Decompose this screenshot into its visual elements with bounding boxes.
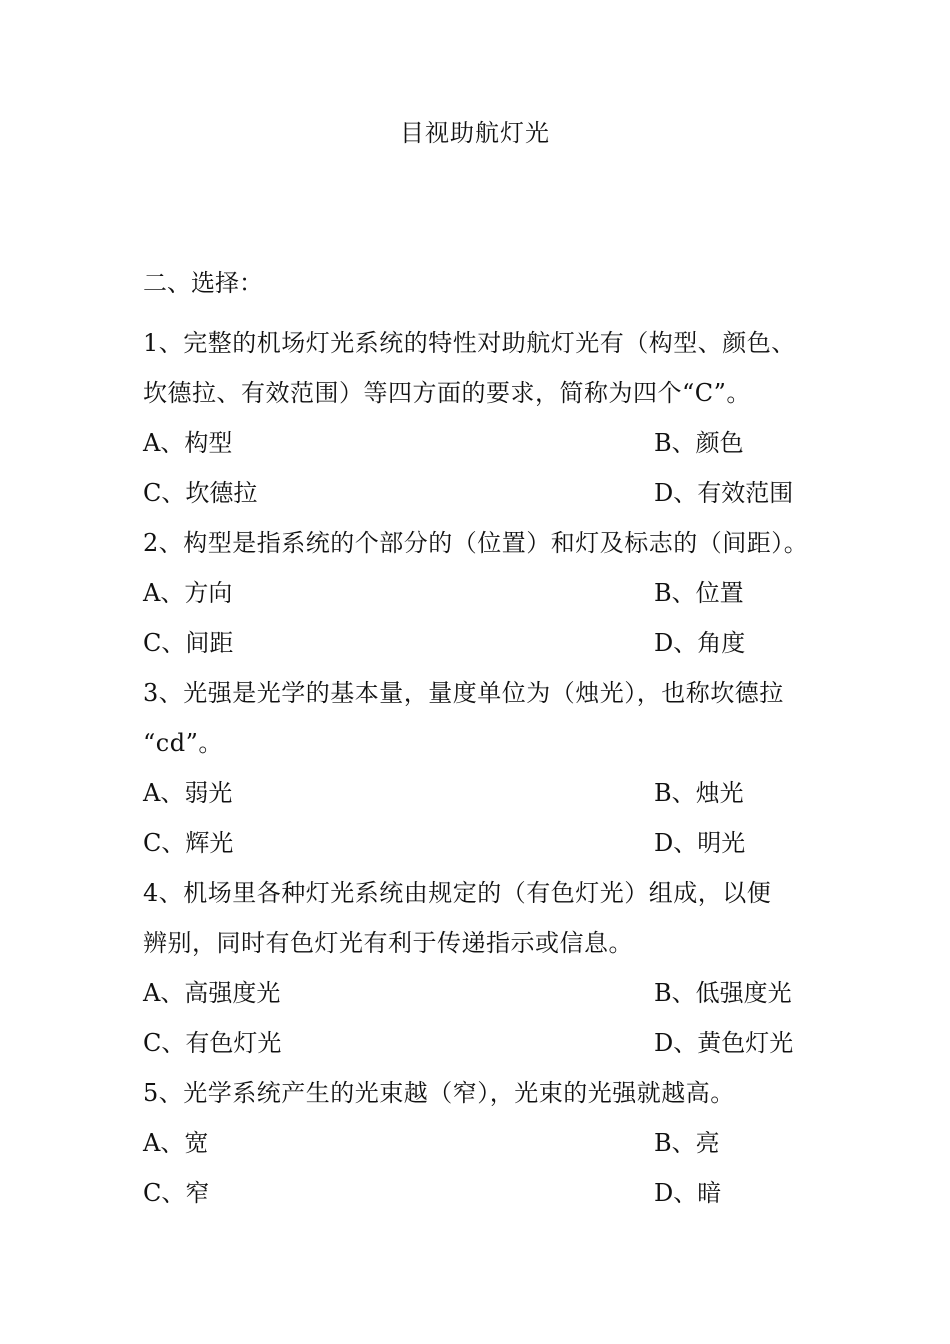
option-d: D、有效范围: [654, 479, 794, 507]
option-row: [143, 468, 823, 518]
option-a: A、宽: [143, 1129, 209, 1157]
question-text: 辨别，同时有色灯光有利于传递指示或信息。: [143, 929, 633, 957]
document-title: 目视助航灯光: [400, 119, 550, 147]
option-row: [143, 1018, 823, 1068]
question-text: 3、光强是光学的基本量，量度单位为（烛光），也称坎德拉: [143, 679, 784, 707]
option-c: C、窄: [143, 1179, 210, 1207]
option-d: D、明光: [654, 829, 746, 857]
option-row: [143, 618, 823, 668]
question-block: [143, 518, 823, 668]
option-b: B、低强度光: [654, 979, 792, 1007]
question-text: 4、机场里各种灯光系统由规定的（有色灯光）组成，以便: [143, 879, 772, 907]
option-b: B、颜色: [654, 429, 744, 457]
option-b: B、位置: [654, 579, 744, 607]
question-block: [143, 868, 823, 1068]
option-d: D、暗: [654, 1179, 722, 1207]
question-list: [143, 318, 823, 1218]
question-block: [143, 318, 823, 518]
option-row: [143, 568, 823, 618]
option-a: A、方向: [143, 579, 233, 607]
option-a: A、高强度光: [143, 979, 281, 1007]
option-c: C、间距: [143, 629, 234, 657]
option-row: [143, 768, 823, 818]
question-text: 1、完整的机场灯光系统的特性对助航灯光有（构型、颜色、: [143, 329, 796, 357]
option-row: [143, 1118, 823, 1168]
option-c: C、辉光: [143, 829, 234, 857]
option-b: B、亮: [654, 1129, 720, 1157]
option-d: D、角度: [654, 629, 746, 657]
option-c: C、有色灯光: [143, 1029, 282, 1057]
option-a: A、构型: [143, 429, 233, 457]
option-row: [143, 968, 823, 1018]
option-d: D、黄色灯光: [654, 1029, 794, 1057]
option-row: [143, 818, 823, 868]
option-row: [143, 1168, 823, 1218]
question-block: [143, 1068, 823, 1218]
question-text: 5、光学系统产生的光束越（窄），光束的光强就越高。: [143, 1079, 735, 1107]
question-text: 2、构型是指系统的个部分的（位置）和灯及标志的（间距）。: [143, 529, 809, 557]
option-a: A、弱光: [143, 779, 233, 807]
section-heading: 二、选择：: [143, 269, 263, 297]
option-c: C、坎德拉: [143, 479, 258, 507]
question-text: 坎德拉、有效范围）等四方面的要求，简称为四个“C”。: [143, 379, 751, 407]
question-text: “cd”。: [143, 729, 223, 757]
question-block: [143, 668, 823, 868]
option-b: B、烛光: [654, 779, 744, 807]
option-row: [143, 418, 823, 468]
